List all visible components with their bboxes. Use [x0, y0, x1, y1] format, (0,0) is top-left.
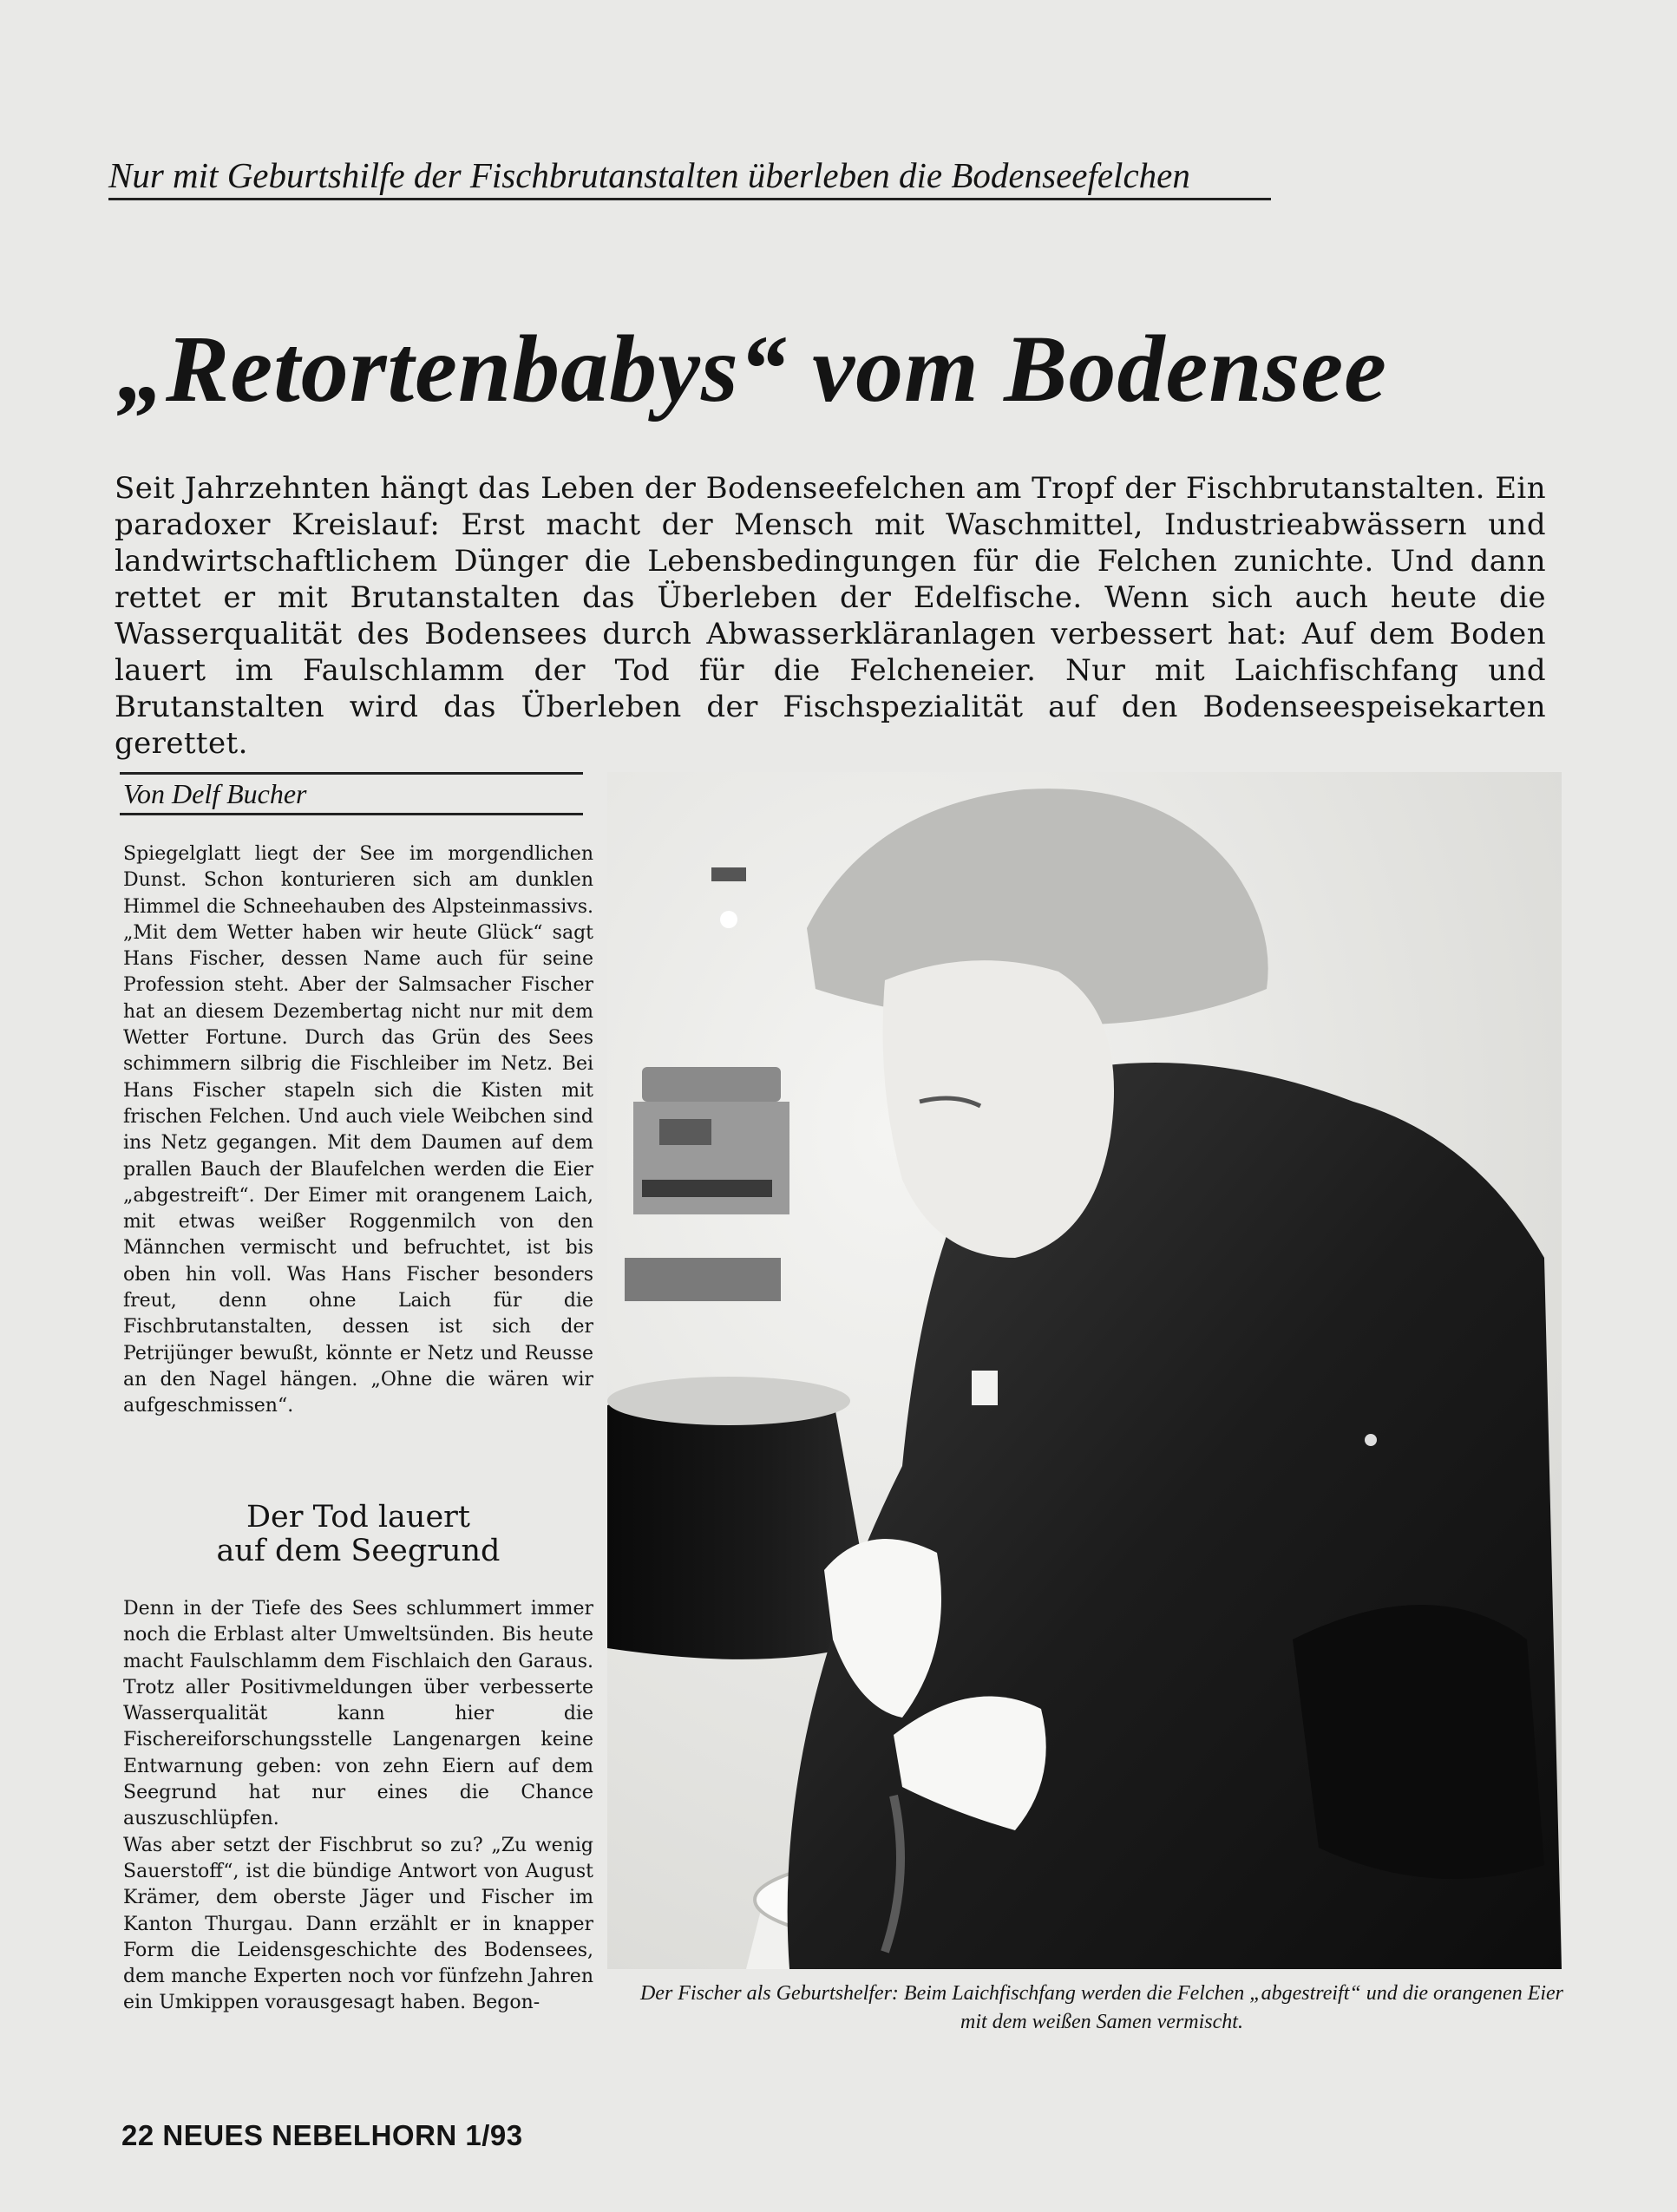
- body-paragraph-2: Denn in der Tiefe des Sees schlummert immer noch die Erblast alter Umweltsünden. Bis heute macht Faulschlamm dem Fischlaich den Garaus. Trotz aller Positivmeldungen über verbesserte Wasserqualität kann hier die Fischereiforschungsstelle Langenargen keine Entwarnung geben: von zehn Eiern auf dem Seegrund hat nur eines die Chance auszuschlüpfen.: [123, 1598, 593, 1830]
- article-subheading: [123, 1501, 593, 1568]
- article-byline: Von Delf Bucher: [120, 772, 583, 815]
- page-footer: 22 NEUES NEBELHORN 1/93: [121, 2119, 523, 2151]
- photo-caption: Der Fischer als Geburtshelfer: Beim Laichfischfang werden die Felchen „abgestreift“ und die orangenen Eier mit dem weißen Samen vermischt.: [639, 1982, 1564, 2033]
- body-paragraph-1: Spiegelglatt liegt der See im morgendlichen Dunst. Schon konturieren sich am dunklen Himmel die Schneehauben des Alpsteinmassivs. „Mit dem Wetter haben wir heute Glück“ sagt Hans Fischer, dessen Name auch für seine Profession steht. Aber der Salmsacher Fischer hat an diesem Dezembertag nicht nur mit dem Wetter Fortune. Durch das Grün des Sees schimmern silbrig die Fischleiber im Netz. Bei Hans Fischer stapeln sich die Kisten mit frischen Felchen. Und auch viele Weibchen sind ins Netz gegangen. Mit dem Daumen auf dem prallen Bauch der Blaufelchen werden die Eier „abgestreift“. Der Eimer mit orangenem Laich, mit etwas weißer Roggenmilch von den Männchen vermischt und befruchtet, ist bis oben hin voll. Was Hans Fischer besonders freut, denn ohne Laich für die Fischbrutanstalten, dessen ist sich der Petrijünger bewußt, könnte er Netz und Reusse an den Nagel hängen. „Ohne die wären wir aufgeschmissen“.: [123, 843, 593, 1417]
- fisherman-photo-illustration: [607, 772, 1562, 1969]
- body-paragraph-3: Was aber setzt der Fischbrut so zu? „Zu wenig Sauerstoff“, ist die bündige Antwort von August Krämer, dem oberste Jäger und Fischer im Kanton Thurgau. Dann erzählt er in knapper Form die Leidensgeschichte des Bodensees, dem manche Experten noch vor fünfzehn Jahren ein Umkippen vorausgesagt haben. Begon-: [123, 1834, 593, 2014]
- subheading-line-2: auf dem Seegrund: [216, 1534, 501, 1568]
- article-lead: Seit Jahrzehnten hängt das Leben der Bodenseefelchen am Tropf der Fischbrutanstalten. Ein paradoxer Kreislauf: Erst macht der Mensch mit Waschmittel, Industrieabwässern und landwirtschaftlichem Dünger die Lebensbedingungen für die Felchen zunichte. Und dann rettet er mit Brutanstalten das Überleben der Edelfische. Wenn sich auch heute die Wasserqualität des Bodensees durch Abwasserkläranlagen verbessert hat: Auf dem Boden lauert im Faulschlamm der Tod für die Felcheneier. Nur mit Laichfischfang und Brutanstalten wird das Überleben der Fischspezialität auf den Bodenseespeisekarten gerettet.: [115, 471, 1546, 761]
- photo-light-1: [720, 911, 737, 928]
- photo-light-2: [1365, 1434, 1377, 1446]
- barrel-rim: [607, 1377, 850, 1425]
- rubber-apron: [1293, 1605, 1544, 1879]
- subheading-line-1: Der Tod lauert: [246, 1500, 470, 1535]
- article-headline: „Retortenbabys“ vom Bodensee: [117, 316, 1387, 422]
- coat-badge: [972, 1371, 998, 1405]
- fisherman-photo: [607, 772, 1562, 1969]
- body-column-2: [123, 1596, 593, 2017]
- article-kicker: Nur mit Geburtshilfe der Fischbrutanstalten überleben die Bodenseefelchen: [108, 154, 1271, 200]
